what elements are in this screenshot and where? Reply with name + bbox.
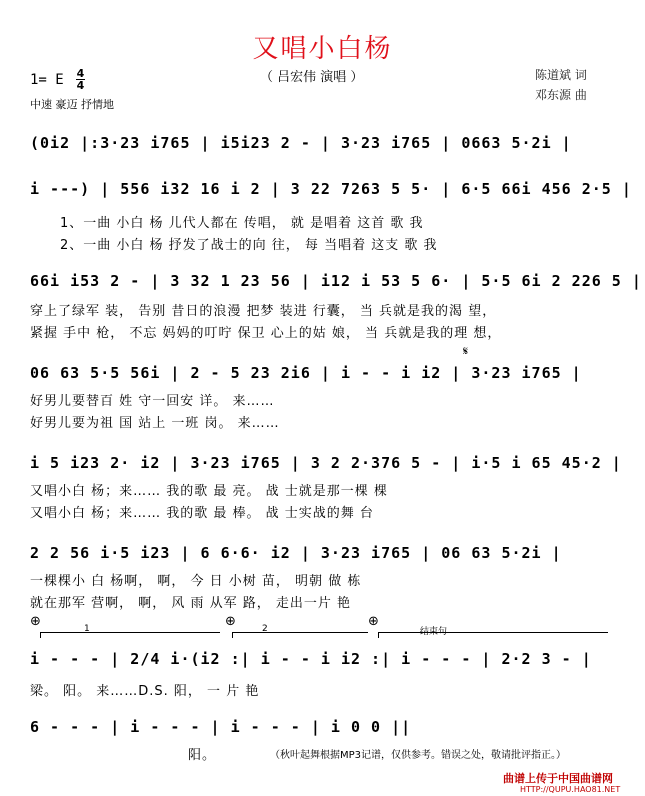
volta-label-1: 1	[84, 624, 90, 634]
volta-label-ending: 结束句	[420, 627, 448, 637]
segno-icon: 𝄋	[463, 344, 469, 358]
tempo-marking: 中速 豪迈 抒情地	[30, 98, 114, 111]
time-signature	[76, 68, 85, 91]
volta-label-2: 2	[262, 624, 268, 634]
singer-credit: （ 吕宏伟 演唱 ）	[260, 70, 364, 85]
lyric-line-3-verse-1: 穿上了绿军 装， 告别 昔日的浪漫 把梦 装进 行囊， 当 兵就是我的渴 望，	[30, 304, 497, 319]
lyric-line-6-verse-1: 一棵棵小 白 杨啊， 啊， 今 日 小树 苗， 明朝 做 栋	[30, 574, 362, 589]
score-line-8: 6 - - - | i - - - | i - - - | i 0 0 ||	[30, 718, 412, 736]
coda-icon: ⊕	[30, 614, 41, 629]
score-line-4: 06 63 5·5 56i | 2 - 5 23 2i6 | i - - i i2 | 3·23 i765 |	[30, 364, 582, 382]
coda-icon: ⊕	[368, 614, 379, 629]
composer-credit: 邓东源 曲	[535, 88, 587, 102]
meter-bottom: 4	[76, 79, 85, 92]
lyric-line-8: 阳。	[188, 748, 217, 763]
transcription-note: （秋叶起舞根据MP3记谱，仅供参考。错误之处，敬请批评指正。）	[270, 750, 567, 761]
lyricist-credit: 陈道斌 词	[535, 68, 587, 82]
site-url[interactable]: HTTP://QUPU.HAO81.NET	[520, 785, 621, 794]
volta-tick	[40, 632, 41, 638]
meter-top: 4	[76, 67, 85, 80]
site-name[interactable]: 曲谱上传于中国曲谱网	[503, 772, 613, 785]
song-title: 又唱小白杨	[252, 34, 393, 64]
lyric-line-3-verse-2: 紧握 手中 枪， 不忘 妈妈的叮咛 保卫 心上的姑 娘， 当 兵就是我的理 想，	[30, 326, 502, 341]
lyric-line-4-verse-1: 好男儿要替百 姓 守一回安 详。 来……	[30, 394, 275, 409]
score-line-1: (0i2 |:3·23 i765 | i5i23 2 - | 3·23 i765 | 0663 5·2i |	[30, 134, 572, 152]
lyric-line-2-verse-2: 2、一曲 小白 杨 抒发了战士的向 往， 每 当唱着 这支 歌 我	[60, 238, 438, 253]
score-line-7: i - - - | 2/4 i·(i2 :| i - - i i2 :| i - - - | 2·2 3 - |	[30, 650, 592, 668]
volta-bracket-2	[232, 632, 368, 633]
volta-bracket-ending	[378, 632, 608, 633]
volta-tick	[232, 632, 233, 638]
key-signature: 1= E	[30, 72, 64, 88]
score-line-6: 2 2 56 i·5 i23 | 6 6·6· i2 | 3·23 i765 | 06 63 5·2i |	[30, 544, 562, 562]
lyric-line-7: 梁。 阳。 来……D.S. 阳， 一 片 艳	[30, 684, 260, 699]
lyric-line-6-verse-2: 就在那军 营啊， 啊， 风 雨 从军 路， 走出一片 艳	[30, 596, 352, 611]
lyric-line-2-verse-1: 1、一曲 小白 杨 儿代人都在 传唱， 就 是唱着 这首 歌 我	[60, 216, 424, 231]
volta-bracket-1	[40, 632, 220, 633]
volta-tick	[378, 632, 379, 638]
lyric-line-5-verse-2: 又唱小白 杨；来…… 我的歌 最 棒。 战 士实战的舞 台	[30, 506, 374, 521]
score-line-2: i ---) | 556 i32 16 i 2 | 3 22 7263 5 5· | 6·5 66i 456 2·5 |	[30, 180, 632, 198]
score-line-5: i 5 i23 2· i2 | 3·23 i765 | 3 2 2·376 5 - | i·5 i 65 45·2 |	[30, 454, 622, 472]
lyric-line-4-verse-2: 好男儿要为祖 国 站上 一班 岗。 来……	[30, 416, 280, 431]
coda-icon: ⊕	[225, 614, 236, 629]
lyric-line-5-verse-1: 又唱小白 杨；来…… 我的歌 最 亮。 战 士就是那一棵 棵	[30, 484, 388, 499]
score-line-3: 66i i53 2 - | 3 32 1 23 56 | i12 i 53 5 6· | 5·5 6i 2 226 5 |	[30, 272, 642, 290]
